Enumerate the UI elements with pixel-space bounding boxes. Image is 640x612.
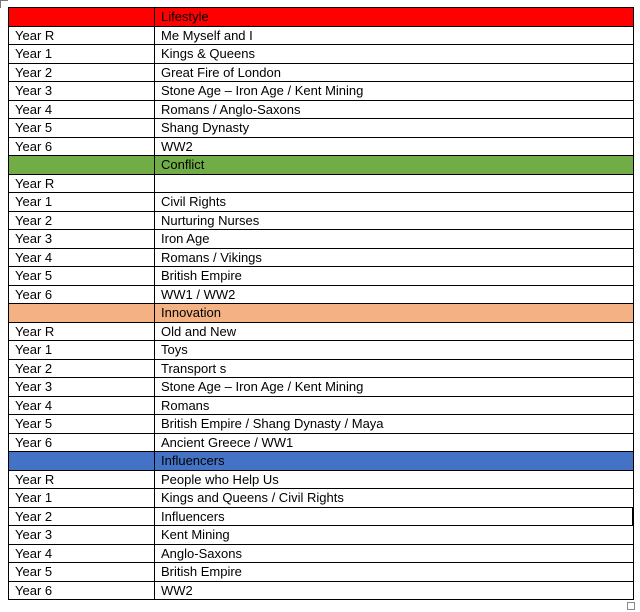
year-cell[interactable]: Year 2	[9, 211, 155, 230]
section-title[interactable]: Innovation	[155, 304, 634, 323]
table-row	[9, 396, 634, 415]
section-header-lifestyle	[9, 8, 634, 27]
table-row	[9, 45, 634, 64]
year-cell[interactable]: Year 1	[9, 489, 155, 508]
year-cell[interactable]: Year 1	[9, 341, 155, 360]
table-row	[9, 544, 634, 563]
table-row	[9, 489, 634, 508]
table-row	[9, 82, 634, 101]
table-row	[9, 26, 634, 45]
topic-cell[interactable]: Shang Dynasty	[155, 119, 634, 138]
table-row	[9, 507, 634, 526]
year-cell[interactable]: Year 3	[9, 526, 155, 545]
table-row	[9, 378, 634, 397]
topic-cell[interactable]: Kings and Queens / Civil Rights	[155, 489, 634, 508]
topic-cell[interactable]: Civil Rights	[155, 193, 634, 212]
year-cell[interactable]: Year 5	[9, 267, 155, 286]
curriculum-table	[8, 7, 634, 600]
year-cell[interactable]: Year 6	[9, 581, 155, 600]
topic-cell[interactable]: Romans / Anglo-Saxons	[155, 100, 634, 119]
section-title[interactable]: Influencers	[155, 452, 634, 471]
table-row	[9, 63, 634, 82]
topic-cell[interactable]: Transport s	[155, 359, 634, 378]
topic-cell[interactable]: Anglo-Saxons	[155, 544, 634, 563]
section-header-empty-cell[interactable]	[9, 304, 155, 323]
table-row	[9, 359, 634, 378]
year-cell[interactable]: Year 2	[9, 359, 155, 378]
year-cell[interactable]: Year 4	[9, 100, 155, 119]
topic-cell[interactable]: Toys	[155, 341, 634, 360]
topic-cell[interactable]: Iron Age	[155, 230, 634, 249]
year-cell[interactable]: Year 4	[9, 248, 155, 267]
section-header-influencers	[9, 452, 634, 471]
section-title[interactable]: Lifestyle	[155, 8, 634, 27]
table-body	[9, 8, 634, 600]
section-header-empty-cell[interactable]	[9, 156, 155, 175]
table-resize-handle[interactable]	[627, 602, 635, 610]
year-cell[interactable]: Year 5	[9, 415, 155, 434]
section-header-empty-cell[interactable]	[9, 8, 155, 27]
table-row	[9, 174, 634, 193]
topic-cell[interactable]: Stone Age – Iron Age / Kent Mining	[155, 82, 634, 101]
topic-cell[interactable]: WW2	[155, 137, 634, 156]
year-cell[interactable]: Year 5	[9, 563, 155, 582]
topic-cell[interactable]	[155, 174, 634, 193]
year-cell[interactable]: Year 5	[9, 119, 155, 138]
table-row	[9, 211, 634, 230]
table-row	[9, 341, 634, 360]
topic-cell[interactable]: Old and New	[155, 322, 634, 341]
year-cell[interactable]: Year 3	[9, 230, 155, 249]
year-cell[interactable]: Year 1	[9, 193, 155, 212]
table-row	[9, 193, 634, 212]
year-cell[interactable]: Year 3	[9, 82, 155, 101]
topic-cell[interactable]: Nurturing Nurses	[155, 211, 634, 230]
table-row	[9, 100, 634, 119]
topic-cell[interactable]: Stone Age – Iron Age / Kent Mining	[155, 378, 634, 397]
year-cell[interactable]: Year 2	[9, 507, 155, 526]
section-header-innovation	[9, 304, 634, 323]
year-cell[interactable]: Year R	[9, 322, 155, 341]
year-cell[interactable]: Year R	[9, 26, 155, 45]
section-header-empty-cell[interactable]	[9, 452, 155, 471]
year-cell[interactable]: Year 4	[9, 544, 155, 563]
topic-cell[interactable]: Great Fire of London	[155, 63, 634, 82]
topic-cell[interactable]: British Empire	[155, 267, 634, 286]
table-row	[9, 415, 634, 434]
table-row	[9, 230, 634, 249]
table-row	[9, 285, 634, 304]
section-header-conflict	[9, 156, 634, 175]
table-row	[9, 137, 634, 156]
year-cell[interactable]: Year 6	[9, 137, 155, 156]
table-move-handle[interactable]	[0, 0, 8, 8]
table-row	[9, 581, 634, 600]
topic-cell[interactable]: WW2	[155, 581, 634, 600]
topic-cell[interactable]: People who Help Us	[155, 470, 634, 489]
topic-cell[interactable]: Kings & Queens	[155, 45, 634, 64]
topic-cell[interactable]: British Empire / Shang Dynasty / Maya	[155, 415, 634, 434]
table-row	[9, 563, 634, 582]
table-row	[9, 433, 634, 452]
year-cell[interactable]: Year 4	[9, 396, 155, 415]
table-row	[9, 470, 634, 489]
topic-cell[interactable]: WW1 / WW2	[155, 285, 634, 304]
year-cell[interactable]: Year 2	[9, 63, 155, 82]
year-cell[interactable]: Year R	[9, 174, 155, 193]
topic-cell[interactable]: Ancient Greece / WW1	[155, 433, 634, 452]
table-row	[9, 119, 634, 138]
text-cursor	[632, 508, 633, 525]
topic-cell[interactable]: Me Myself and I	[155, 26, 634, 45]
section-title[interactable]: Conflict	[155, 156, 634, 175]
topic-cell[interactable]: Romans	[155, 396, 634, 415]
topic-cell[interactable]: British Empire	[155, 563, 634, 582]
year-cell[interactable]: Year 6	[9, 285, 155, 304]
topic-cell[interactable]: Kent Mining	[155, 526, 634, 545]
year-cell[interactable]: Year 1	[9, 45, 155, 64]
topic-cell[interactable]: Influencers	[155, 507, 634, 526]
topic-cell[interactable]: Romans / Vikings	[155, 248, 634, 267]
year-cell[interactable]: Year R	[9, 470, 155, 489]
table-row	[9, 267, 634, 286]
table-row	[9, 248, 634, 267]
year-cell[interactable]: Year 6	[9, 433, 155, 452]
year-cell[interactable]: Year 3	[9, 378, 155, 397]
table-row	[9, 322, 634, 341]
table-row	[9, 526, 634, 545]
